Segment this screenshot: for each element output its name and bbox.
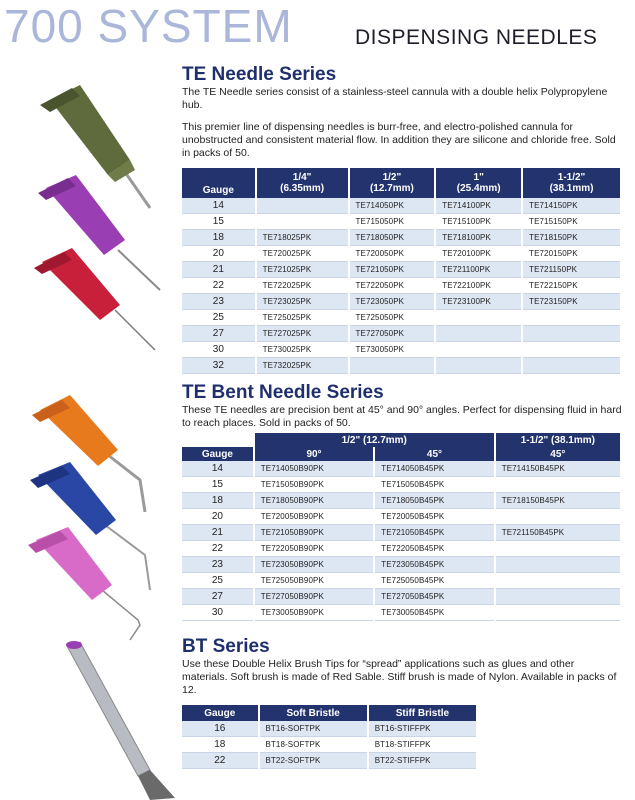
pink-bent-needle-icon: [28, 527, 140, 640]
gauge-cell: 18: [182, 493, 253, 509]
bent-series-title: TE Bent Needle Series: [182, 382, 384, 403]
part-number-cell: TE721050PK: [350, 262, 435, 278]
gauge-cell: 22: [182, 541, 253, 557]
part-number-cell: TE718150B45PK: [496, 493, 620, 509]
part-number-cell: TE725050PK: [350, 310, 435, 326]
part-number-cell: BT16-STIFFPK: [369, 721, 476, 737]
te-header-gauge: Gauge: [182, 168, 255, 198]
bent-header-one-half: 1-1/2" (38.1mm): [496, 433, 620, 447]
gauge-cell: 14: [182, 461, 253, 477]
gauge-cell: 27: [182, 589, 253, 605]
part-number-cell: BT22-STIFFPK: [369, 753, 476, 769]
gauge-cell: 30: [182, 342, 255, 358]
part-number-cell: TE723150PK: [523, 294, 620, 310]
part-number-cell: TE715050B90PK: [255, 477, 373, 493]
table-row: [182, 721, 476, 737]
part-number-cell: TE718050B45PK: [375, 493, 493, 509]
part-number-cell: TE714150B45PK: [496, 461, 620, 477]
part-number-cell: [496, 477, 620, 493]
te-header-half-mm: (12.7mm): [369, 183, 414, 194]
part-number-cell: TE714050B90PK: [255, 461, 373, 477]
bt-table-body: [182, 721, 476, 769]
gauge-cell: 21: [182, 525, 253, 541]
gauge-cell: 15: [182, 214, 255, 230]
bent-header-45b: 45°: [496, 447, 620, 461]
te-header-quarter-mm: (6.35mm): [280, 183, 325, 194]
table-row: [182, 509, 620, 525]
part-number-cell: TE714100PK: [436, 198, 521, 214]
table-row: [182, 278, 620, 294]
part-number-cell: TE718050PK: [350, 230, 435, 246]
part-number-cell: TE720025PK: [257, 246, 348, 262]
gauge-cell: 32: [182, 358, 255, 374]
te-needle-table: [180, 168, 622, 374]
part-number-cell: TE727050B90PK: [255, 589, 373, 605]
bent-header-90: 90°: [255, 447, 373, 461]
part-number-cell: TE722025PK: [257, 278, 348, 294]
gauge-cell: 14: [182, 198, 255, 214]
part-number-cell: [523, 358, 620, 374]
gauge-cell: 20: [182, 509, 253, 525]
part-number-cell: TE715100PK: [436, 214, 521, 230]
gauge-cell: 23: [182, 557, 253, 573]
part-number-cell: TE720050B90PK: [255, 509, 373, 525]
part-number-cell: TE720050B45PK: [375, 509, 493, 525]
part-number-cell: TE718050B90PK: [255, 493, 373, 509]
part-number-cell: TE727050B45PK: [375, 589, 493, 605]
part-number-cell: TE722050PK: [350, 278, 435, 294]
part-number-cell: TE720100PK: [436, 246, 521, 262]
part-number-cell: BT16-SOFTPK: [260, 721, 367, 737]
te-header-quarter: 1/4": [292, 172, 312, 183]
table-row: [182, 246, 620, 262]
table-row: [182, 589, 620, 605]
table-row: [182, 477, 620, 493]
part-number-cell: [436, 358, 521, 374]
bt-header-gauge: Gauge: [182, 705, 258, 721]
part-number-cell: [496, 589, 620, 605]
bent-header-half: 1/2" (12.7mm): [255, 433, 494, 447]
brush-tip-icon: [66, 641, 175, 800]
part-number-cell: TE714150PK: [523, 198, 620, 214]
table-row: [182, 214, 620, 230]
part-number-cell: BT22-SOFTPK: [260, 753, 367, 769]
bent-table-body: [182, 461, 620, 621]
te-series-title: TE Needle Series: [182, 64, 337, 85]
part-number-cell: TE722050B45PK: [375, 541, 493, 557]
part-number-cell: TE723050B90PK: [255, 557, 373, 573]
gauge-cell: 30: [182, 605, 253, 621]
bent-header-45: 45°: [375, 447, 493, 461]
part-number-cell: TE725050B45PK: [375, 573, 493, 589]
part-number-cell: TE714050PK: [350, 198, 435, 214]
table-row: [182, 605, 620, 621]
part-number-cell: TE722100PK: [436, 278, 521, 294]
part-number-cell: TE718150PK: [523, 230, 620, 246]
part-number-cell: TE732025PK: [257, 358, 348, 374]
te-header-one: 1": [473, 172, 484, 183]
part-number-cell: TE730025PK: [257, 342, 348, 358]
part-number-cell: BT18-STIFFPK: [369, 737, 476, 753]
table-row: [182, 493, 620, 509]
part-number-cell: [523, 326, 620, 342]
table-row: [182, 198, 620, 214]
gauge-cell: 18: [182, 737, 258, 753]
part-number-cell: TE721025PK: [257, 262, 348, 278]
bent-header-gauge: Gauge: [182, 447, 253, 461]
part-number-cell: TE722150PK: [523, 278, 620, 294]
table-row: [182, 230, 620, 246]
page-subtitle: DISPENSING NEEDLES: [355, 26, 598, 49]
bent-needle-table: [180, 433, 622, 621]
te-header-half: 1/2": [382, 172, 402, 183]
part-number-cell: [496, 509, 620, 525]
gauge-cell: 21: [182, 262, 255, 278]
part-number-cell: TE721100PK: [436, 262, 521, 278]
bt-series-title: BT Series: [182, 636, 270, 657]
table-row: [182, 358, 620, 374]
part-number-cell: [257, 198, 348, 214]
part-number-cell: TE718025PK: [257, 230, 348, 246]
te-header-one-half-mm: (38.1mm): [549, 183, 594, 194]
part-number-cell: [436, 342, 521, 358]
part-number-cell: TE727025PK: [257, 326, 348, 342]
te-table-body: [182, 198, 620, 374]
needle-illustrations: [0, 0, 180, 800]
gauge-cell: 20: [182, 246, 255, 262]
bt-header-stiff: Stiff Bristle: [369, 705, 476, 721]
gauge-cell: 22: [182, 278, 255, 294]
table-row: [182, 541, 620, 557]
part-number-cell: TE721150B45PK: [496, 525, 620, 541]
table-row: [182, 557, 620, 573]
part-number-cell: TE715050B45PK: [375, 477, 493, 493]
part-number-cell: [350, 358, 435, 374]
table-row: [182, 525, 620, 541]
gauge-cell: 23: [182, 294, 255, 310]
gauge-cell: 22: [182, 753, 258, 769]
part-number-cell: TE722050B90PK: [255, 541, 373, 557]
part-number-cell: [436, 326, 521, 342]
part-number-cell: [523, 342, 620, 358]
part-number-cell: TE727050PK: [350, 326, 435, 342]
table-row: [182, 573, 620, 589]
table-row: [182, 326, 620, 342]
table-row: [182, 294, 620, 310]
part-number-cell: TE725025PK: [257, 310, 348, 326]
te-description-2: This premier line of dispensing needles is burr-free, and electro-polished cannula for unobstructed and consistent material flow. In addition they are silicone and chloride free. Sold in packs of 50.: [182, 121, 616, 159]
part-number-cell: TE723100PK: [436, 294, 521, 310]
table-row: [182, 753, 476, 769]
part-number-cell: [257, 214, 348, 230]
part-number-cell: [436, 310, 521, 326]
bent-description: These TE needles are precision bent at 45° and 90° angles. Perfect for dispensing fluid in hard to reach places. Sold in packs of 50.: [182, 404, 622, 429]
gauge-cell: 16: [182, 721, 258, 737]
part-number-cell: [523, 310, 620, 326]
part-number-cell: [496, 605, 620, 621]
part-number-cell: TE730050B45PK: [375, 605, 493, 621]
part-number-cell: TE723050PK: [350, 294, 435, 310]
part-number-cell: TE721150PK: [523, 262, 620, 278]
bt-table: [180, 705, 478, 769]
part-number-cell: TE720150PK: [523, 246, 620, 262]
table-row: [182, 461, 620, 477]
part-number-cell: TE720050PK: [350, 246, 435, 262]
gauge-cell: 25: [182, 573, 253, 589]
bt-description: Use these Double Helix Brush Tips for “spread” applications such as glues and other materials. Soft brush is made of Red Sable. Stiff brush is made of Nylon. Available in packs of 12.: [182, 658, 617, 696]
te-description-1: The TE Needle series consist of a stainless-steel cannula with a double helix Polypropylene hub.: [182, 86, 608, 111]
part-number-cell: TE718100PK: [436, 230, 521, 246]
page-title: 700 SYSTEM: [4, 0, 293, 52]
table-row: [182, 262, 620, 278]
gauge-cell: 15: [182, 477, 253, 493]
te-header-one-half: 1-1/2": [557, 172, 586, 183]
table-row: [182, 737, 476, 753]
part-number-cell: TE721050B45PK: [375, 525, 493, 541]
gauge-cell: 18: [182, 230, 255, 246]
table-row: [182, 310, 620, 326]
part-number-cell: [496, 557, 620, 573]
part-number-cell: TE715050PK: [350, 214, 435, 230]
part-number-cell: TE723025PK: [257, 294, 348, 310]
te-header-one-mm: (25.4mm): [456, 183, 501, 194]
part-number-cell: TE730050B90PK: [255, 605, 373, 621]
part-number-cell: TE721050B90PK: [255, 525, 373, 541]
gauge-cell: 27: [182, 326, 255, 342]
gauge-cell: 25: [182, 310, 255, 326]
part-number-cell: TE715150PK: [523, 214, 620, 230]
table-row: [182, 342, 620, 358]
part-number-cell: TE725050B90PK: [255, 573, 373, 589]
part-number-cell: BT18-SOFTPK: [260, 737, 367, 753]
red-needle-icon: [34, 248, 155, 350]
part-number-cell: [496, 541, 620, 557]
part-number-cell: TE723050B45PK: [375, 557, 493, 573]
part-number-cell: TE714050B45PK: [375, 461, 493, 477]
bt-header-soft: Soft Bristle: [260, 705, 367, 721]
part-number-cell: [496, 573, 620, 589]
part-number-cell: TE730050PK: [350, 342, 435, 358]
